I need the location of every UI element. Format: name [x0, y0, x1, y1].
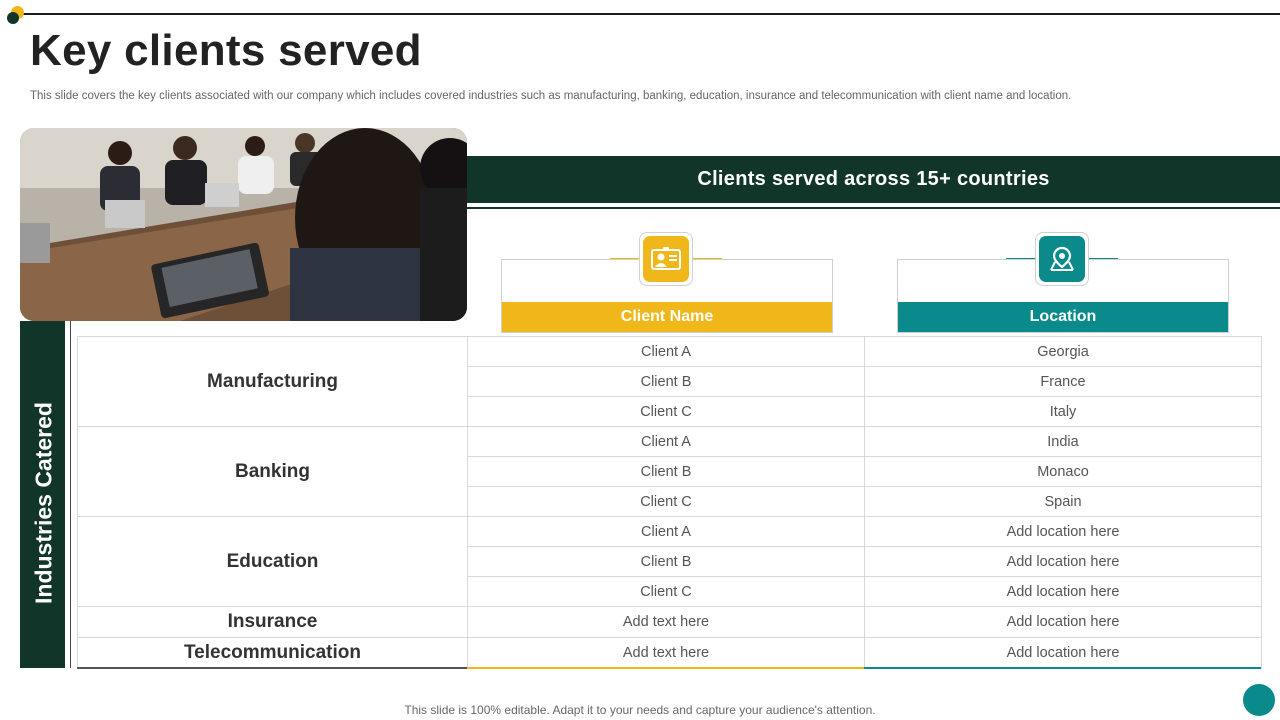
meeting-photo — [20, 128, 467, 321]
client-cell: Client A — [468, 337, 865, 367]
location-cell: Add location here — [865, 607, 1262, 638]
industry-cell: Manufacturing — [78, 337, 468, 427]
footer-note: This slide is 100% editable. Adapt it to your needs and capture your audience's attention. — [404, 703, 876, 717]
location-column-bottom-rule — [864, 667, 1261, 669]
location-cell: Add location here — [865, 547, 1262, 577]
banner: Clients served across 15+ countries — [467, 156, 1280, 203]
table-row — [78, 337, 1262, 367]
location-cell: Add location here — [865, 577, 1262, 607]
industry-cell: Telecommunication — [78, 638, 468, 669]
industry-cell: Education — [78, 517, 468, 607]
location-cell: India — [865, 427, 1262, 457]
table-row — [78, 638, 1262, 669]
location-cell: Spain — [865, 487, 1262, 517]
client-cell: Client C — [468, 577, 865, 607]
clients-table — [77, 336, 1262, 669]
client-name-label: Client Name — [502, 302, 832, 332]
client-cell: Client B — [468, 547, 865, 577]
location-cell: Add location here — [865, 517, 1262, 547]
location-cell: Georgia — [865, 337, 1262, 367]
client-cell: Client A — [468, 427, 865, 457]
client-icon-frame — [639, 232, 693, 286]
accent-dot-dark — [7, 12, 19, 24]
page-title: Key clients served — [30, 26, 422, 75]
table-row — [78, 607, 1262, 638]
table-row — [78, 517, 1262, 547]
client-cell: Client B — [468, 367, 865, 397]
client-card-icon — [643, 236, 689, 282]
client-column-bottom-rule — [467, 667, 864, 669]
client-cell: Client B — [468, 457, 865, 487]
industry-cell: Banking — [78, 427, 468, 517]
location-cell: Monaco — [865, 457, 1262, 487]
location-label: Location — [898, 302, 1228, 332]
industry-cell: Insurance — [78, 607, 468, 638]
location-pin-icon — [1039, 236, 1085, 282]
accent-circle — [1243, 684, 1275, 716]
client-cell: Client A — [468, 517, 865, 547]
page-subtitle: This slide covers the key clients associated with our company which includes covered industries such as manufacturing, banking, education, insurance and telecommunication with client name and location. — [30, 90, 1072, 102]
side-divider — [70, 321, 71, 668]
banner-underline — [467, 207, 1280, 209]
client-cell: Add text here — [468, 638, 865, 669]
location-cell: France — [865, 367, 1262, 397]
top-rule — [14, 13, 1280, 15]
client-cell: Add text here — [468, 607, 865, 638]
table-row — [78, 427, 1262, 457]
side-label: Industries Catered — [30, 402, 57, 604]
table-bottom-rule — [77, 667, 467, 669]
location-icon-frame — [1035, 232, 1089, 286]
client-cell: Client C — [468, 397, 865, 427]
location-cell: Italy — [865, 397, 1262, 427]
client-cell: Client C — [468, 487, 865, 517]
location-cell: Add location here — [865, 638, 1262, 669]
